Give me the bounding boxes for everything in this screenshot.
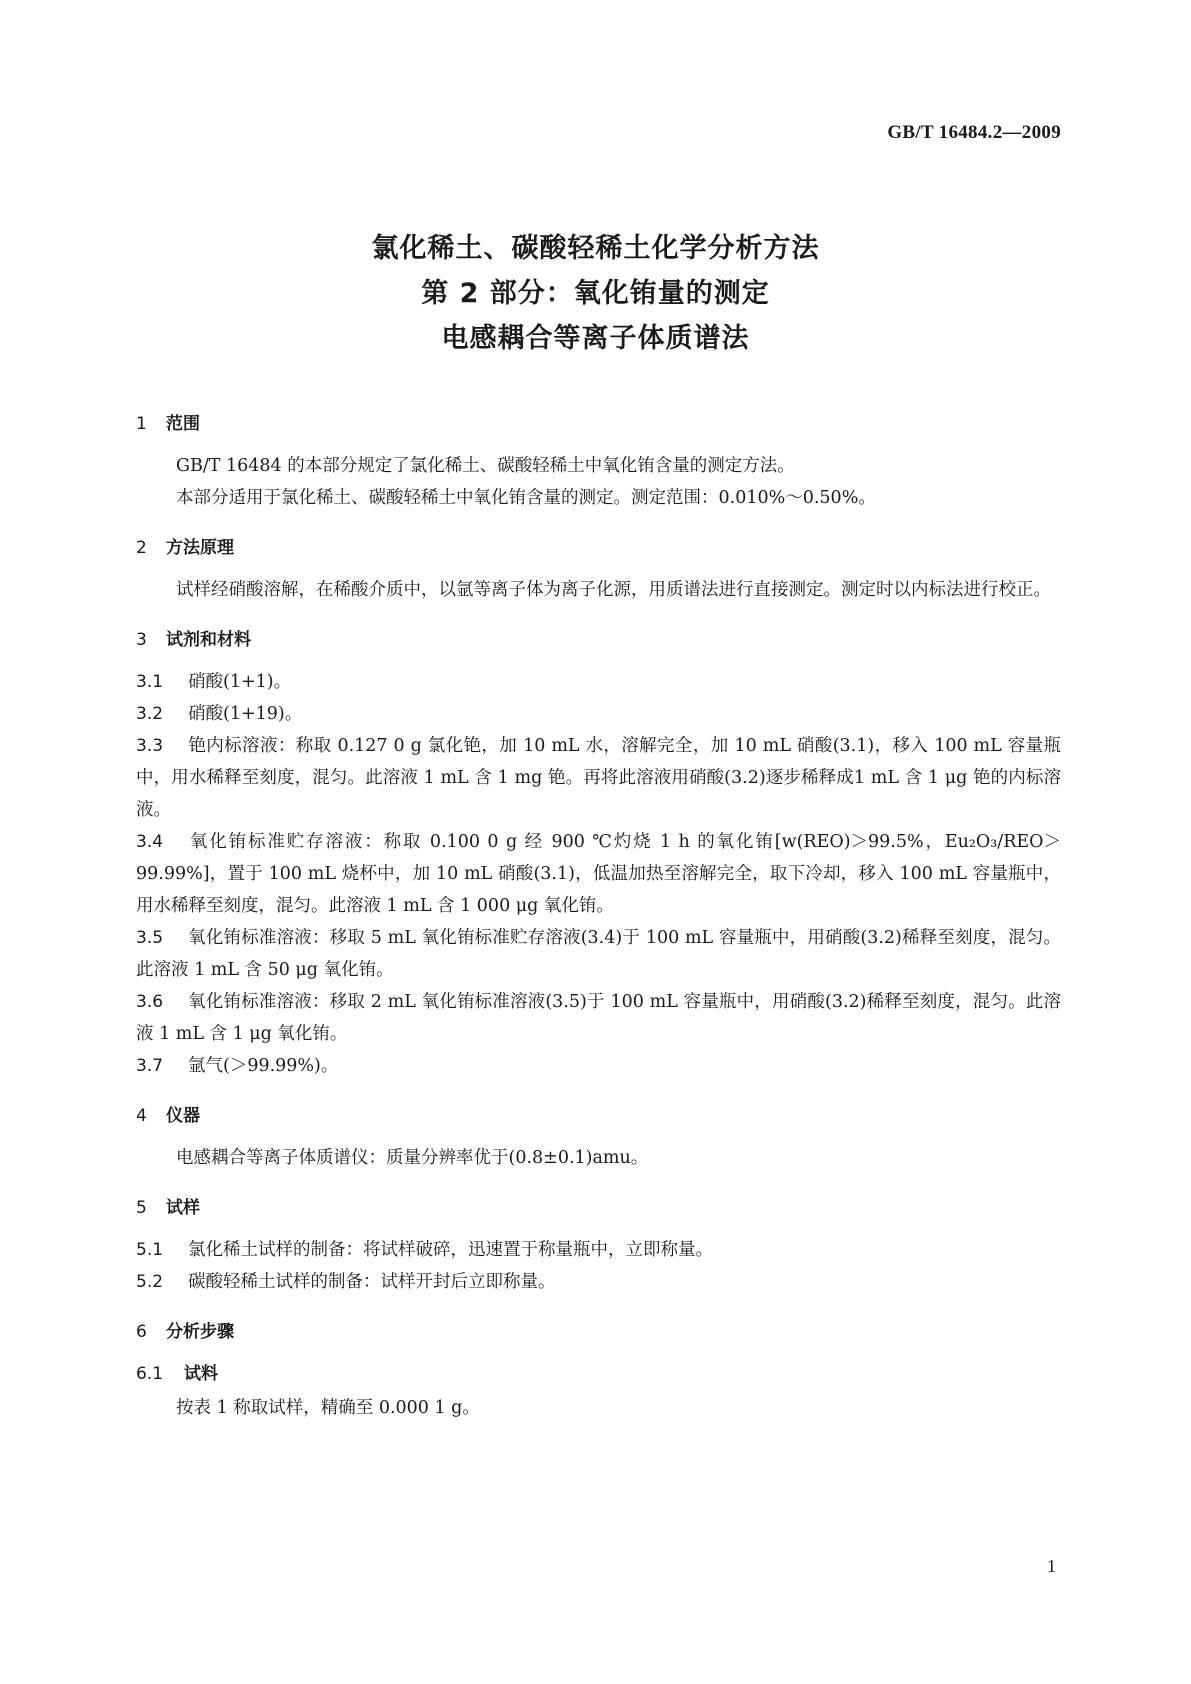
section-number: 2 [136, 538, 147, 558]
item-text: 硝酸(1+1)。 [188, 672, 292, 692]
item-number: 3.7 [136, 1056, 164, 1076]
paragraph: 电感耦合等离子体质谱仪：质量分辨率优于(0.8±0.1)amu。 [176, 1148, 649, 1168]
paragraph: 按表 1 称取试样，精确至 0.000 1 g。 [176, 1398, 480, 1418]
list-item [136, 986, 1061, 1050]
list-item [136, 1266, 1061, 1298]
section-heading-procedure [136, 1316, 1061, 1348]
section-heading-apparatus [136, 1100, 1061, 1132]
subsection-title: 试料 [184, 1364, 218, 1384]
section-title: 分析步骤 [166, 1322, 234, 1342]
title-line-3: 电感耦合等离子体质谱法 [441, 323, 750, 354]
list-item [136, 730, 1061, 826]
title-line-1: 氯化稀土、碳酸轻稀土化学分析方法 [371, 233, 820, 264]
list-item [136, 1234, 1061, 1266]
item-text: 氧化铕标准溶液：移取 2 mL 氧化铕标准溶液(3.5)于 100 mL 容量瓶中，用硝酸(3.2)稀释至刻度，混匀。此溶液 1 mL 含 1 μg 氧化铕。 [136, 992, 1061, 1044]
item-text: 碳酸轻稀土试样的制备：试样开封后立即称量。 [188, 1272, 556, 1292]
item-text: 氧化铕标准贮存溶液：称取 0.100 0 g 经 900 ℃灼烧 1 h 的氧化铕[w(REO)＞99.5%，Eu₂O₃/REO＞99.99%]，置于 100 mL 烧杯中，加 10 mL 硝酸(3.1)，低温加热至溶解完全，取下冷却，移入 100 mL 容量瓶中，用水稀释至刻度，混匀。此溶液 1 mL 含 1 000 μg 氧化铕。 [136, 832, 1061, 916]
subsection-number: 6.1 [136, 1364, 164, 1384]
section-number: 4 [136, 1106, 147, 1126]
section-number: 6 [136, 1322, 147, 1342]
item-text: 铯内标溶液：称取 0.127 0 g 氯化铯，加 10 mL 水，溶解完全，加 10 mL 硝酸(3.1)，移入 100 mL 容量瓶中，用水稀释至刻度，混匀。此溶液 1 mL 含 1 mg 铯。再将此溶液用硝酸(3.2)逐步稀释成1 mL 含 1 μg 铯的内标溶液。 [136, 736, 1061, 820]
paragraph: 本部分适用于氯化稀土、碳酸轻稀土中氧化铕含量的测定。测定范围：0.010%～0.50%。 [176, 488, 876, 508]
section-heading-sample [136, 1192, 1061, 1224]
item-text: 氯化稀土试样的制备：将试样破碎，迅速置于称量瓶中，立即称量。 [188, 1240, 713, 1260]
item-number: 3.6 [136, 992, 164, 1012]
item-number: 5.2 [136, 1272, 164, 1292]
list-item [136, 698, 1061, 730]
title-line-2: 第 2 部分：氧化铕量的测定 [421, 278, 770, 309]
item-number: 3.3 [136, 736, 164, 756]
section-title: 试样 [166, 1198, 200, 1218]
section-heading-scope [136, 408, 1061, 440]
item-text: 氩气(＞99.99%)。 [188, 1056, 339, 1076]
section-heading-principle [136, 532, 1061, 564]
standard-code: GB/T 16484.2—2009 [887, 122, 1061, 143]
document-title [0, 226, 1191, 361]
item-number: 3.5 [136, 928, 164, 948]
paragraph: GB/T 16484 的本部分规定了氯化稀土、碳酸轻稀土中氧化铕含量的测定方法。 [176, 456, 795, 476]
list-item [136, 666, 1061, 698]
document-body [136, 408, 1061, 1424]
section-number: 5 [136, 1198, 147, 1218]
list-item [136, 922, 1061, 986]
section-title: 范围 [166, 414, 200, 434]
item-number: 3.1 [136, 672, 164, 692]
item-text: 氧化铕标准溶液：移取 5 mL 氧化铕标准贮存溶液(3.4)于 100 mL 容量瓶中，用硝酸(3.2)稀释至刻度，混匀。此溶液 1 mL 含 50 μg 氧化铕。 [136, 928, 1061, 980]
section-title: 方法原理 [166, 538, 234, 558]
page-number: 1 [1047, 1556, 1056, 1576]
item-number: 5.1 [136, 1240, 164, 1260]
paragraph: 试样经硝酸溶解，在稀酸介质中，以氩等离子体为离子化源，用质谱法进行直接测定。测定时以内标法进行校正。 [176, 580, 1051, 600]
section-title: 试剂和材料 [166, 630, 251, 650]
section-heading-reagents [136, 624, 1061, 656]
item-text: 硝酸(1+19)。 [188, 704, 303, 724]
item-number: 3.2 [136, 704, 164, 724]
list-item [136, 826, 1061, 922]
section-number: 3 [136, 630, 147, 650]
section-number: 1 [136, 414, 147, 434]
item-number: 3.4 [136, 832, 164, 852]
subsection-heading-test-portion [136, 1358, 1061, 1390]
list-item [136, 1050, 1061, 1082]
section-title: 仪器 [166, 1106, 200, 1126]
